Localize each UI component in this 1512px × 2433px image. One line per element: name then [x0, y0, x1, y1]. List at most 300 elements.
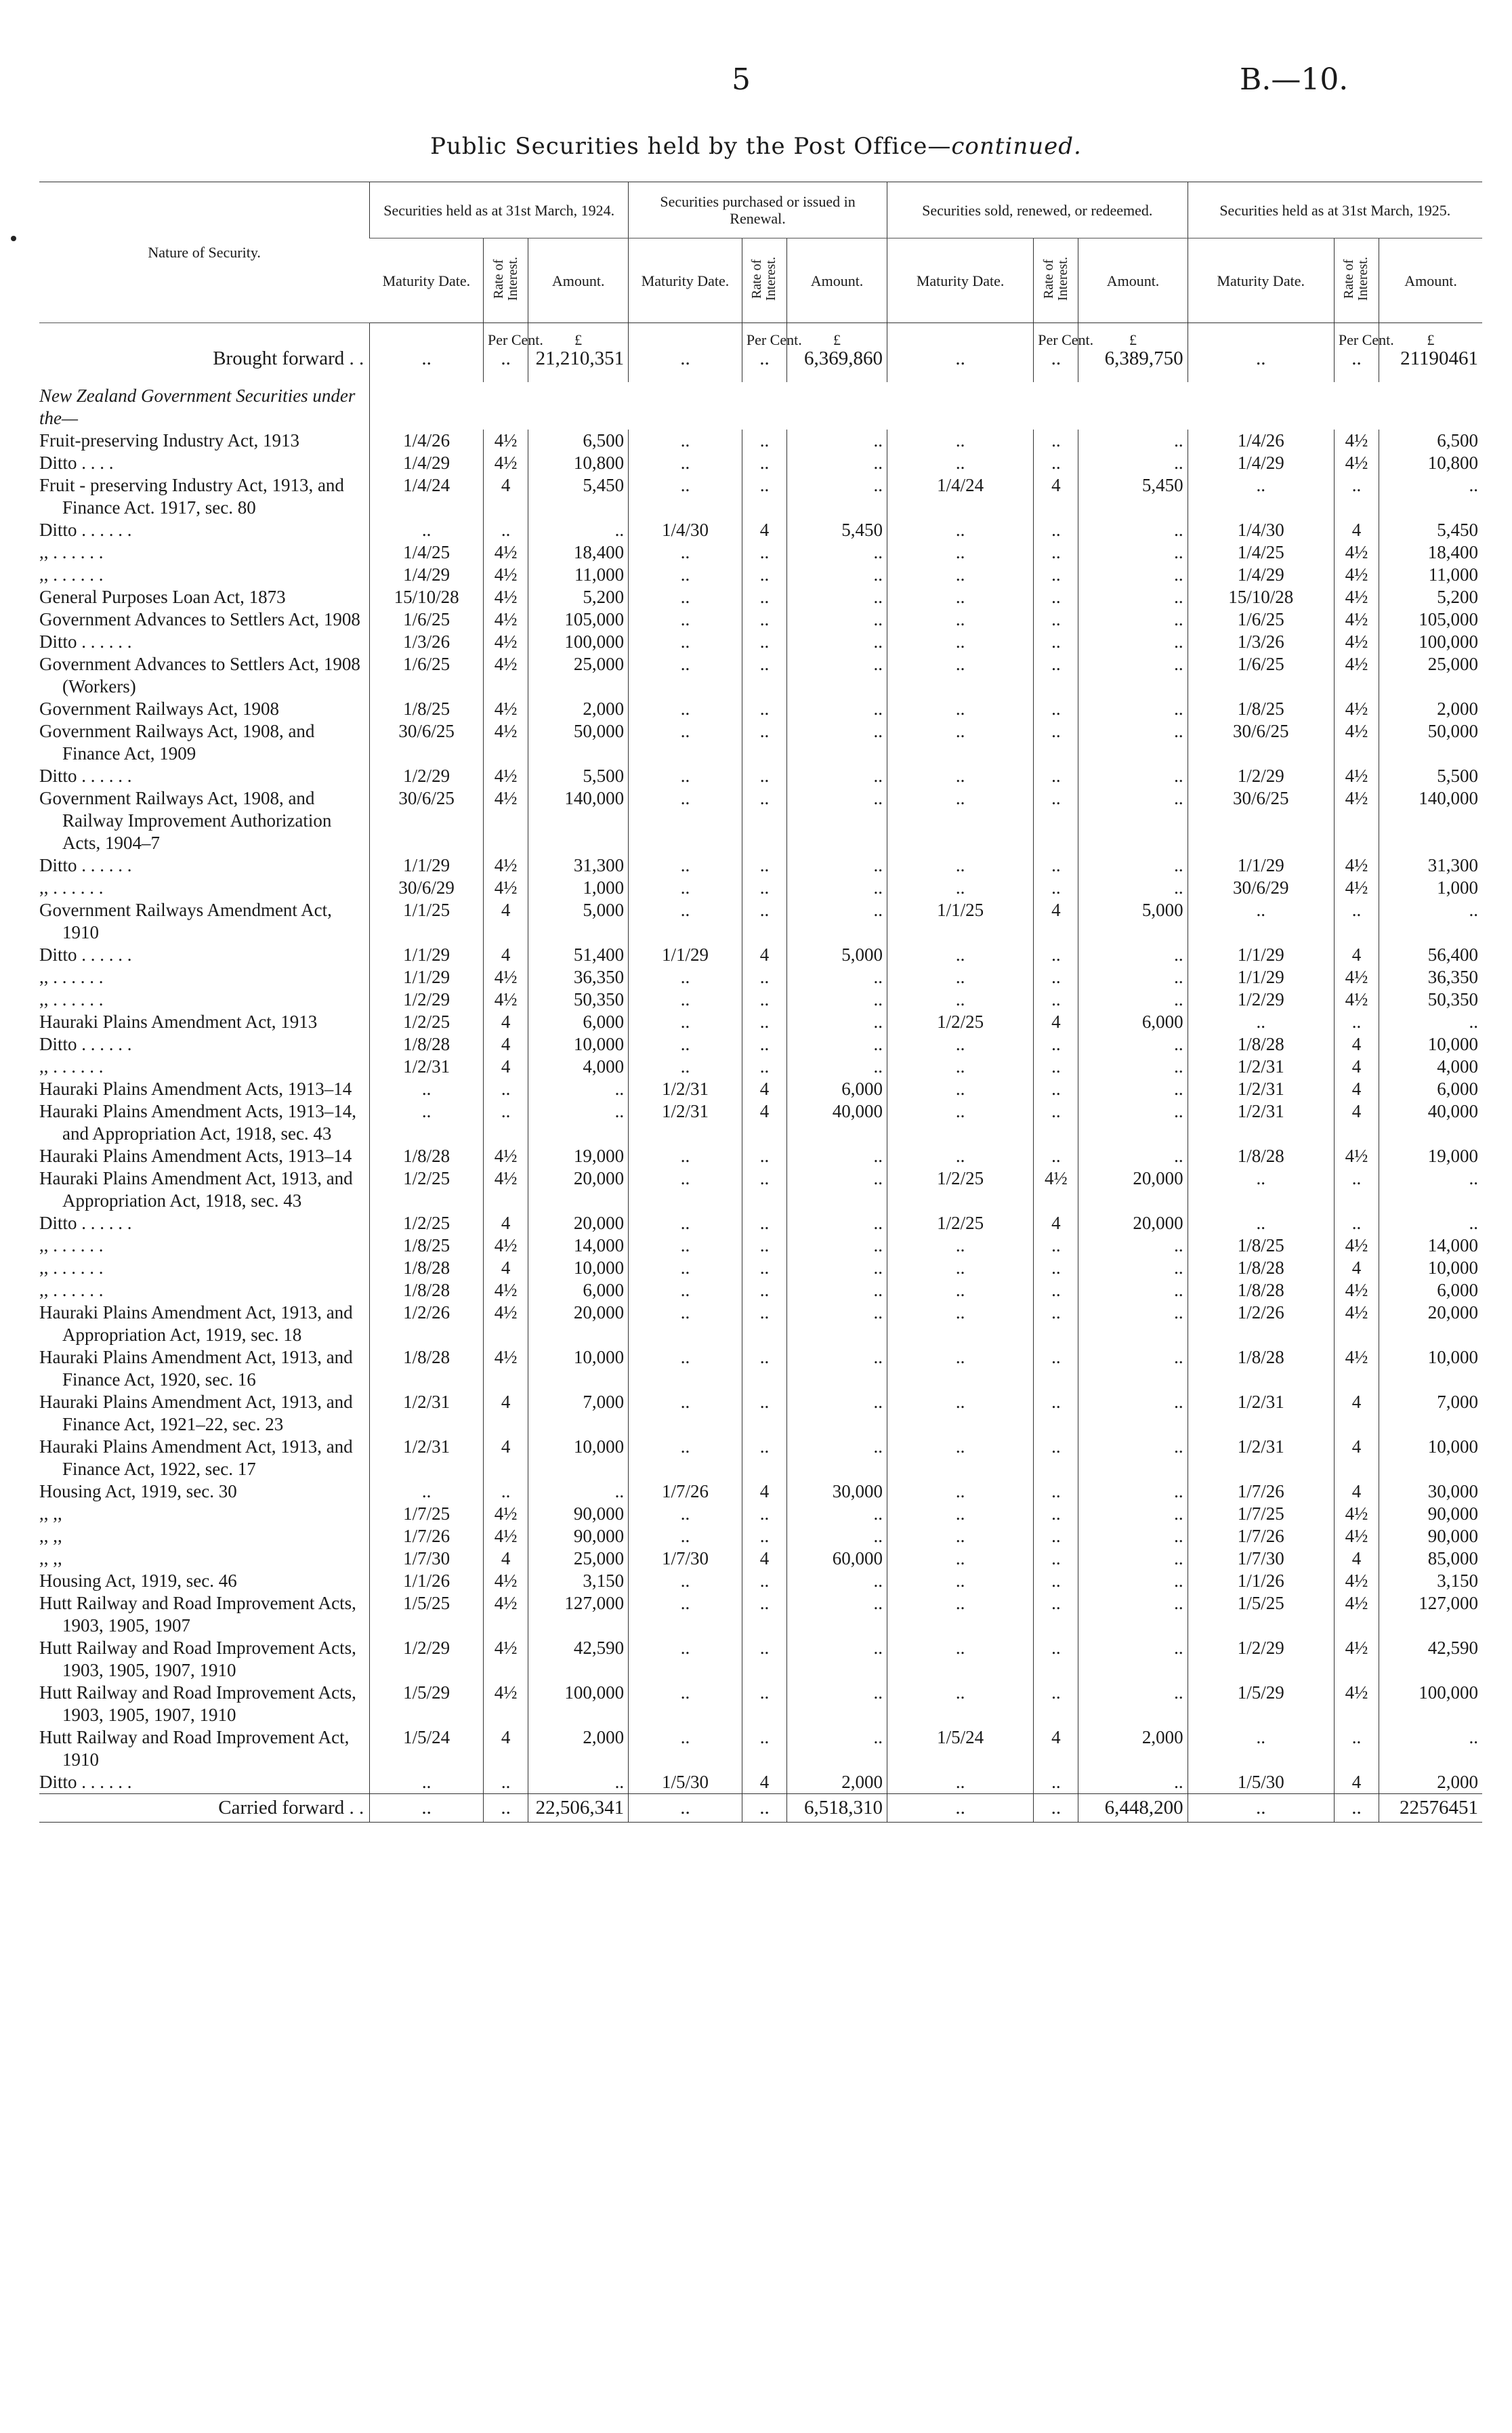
amount-cell: ..	[528, 1771, 629, 1794]
rate-cell: ..	[1334, 1212, 1379, 1234]
maturity-cell: 1/2/29	[370, 989, 484, 1011]
rate-cell: ..	[742, 1391, 786, 1436]
amount-cell: 50,350	[1379, 989, 1482, 1011]
security-name	[39, 1346, 370, 1391]
amount-cell: ..	[1078, 720, 1188, 765]
maturity-cell: 1/1/29	[370, 944, 484, 966]
maturity-cell: 1/2/29	[370, 1637, 484, 1682]
rate-cell: 4½	[484, 1592, 528, 1637]
maturity-cell: 1/2/25	[370, 1011, 484, 1033]
rate-cell: ..	[1034, 966, 1078, 989]
maturity-cell: ..	[629, 1167, 742, 1212]
maturity-cell: ..	[370, 348, 484, 382]
maturity-cell: 1/2/31	[370, 1056, 484, 1078]
amount-cell: ..	[1379, 474, 1482, 519]
amount-cell: 51,400	[528, 944, 629, 966]
rate-cell: ..	[1034, 430, 1078, 452]
amount-cell: 10,000	[528, 1257, 629, 1279]
unit-pound: £	[1078, 323, 1188, 348]
rate-cell: ..	[1034, 787, 1078, 854]
amount-cell: ..	[1078, 564, 1188, 586]
rate-cell: 4	[484, 1436, 528, 1480]
amount-cell: ..	[787, 877, 887, 899]
rate-cell: ..	[1034, 1525, 1078, 1547]
rate-cell: 4½	[484, 586, 528, 608]
rate-cell: ..	[742, 348, 786, 382]
rate-cell: 4½	[484, 541, 528, 564]
rate-cell: 4	[1334, 1480, 1379, 1503]
amount-cell: 36,350	[1379, 966, 1482, 989]
rate-cell: ..	[742, 1726, 786, 1771]
security-name-text: Government Advances to Settlers Act, 1908 (Workers)	[39, 654, 360, 696]
amount-cell: 127,000	[1379, 1592, 1482, 1637]
maturity-cell: 1/2/31	[1188, 1436, 1334, 1480]
maturity-cell: 1/7/30	[370, 1547, 484, 1570]
header-maturity: Maturity Date.	[887, 238, 1033, 323]
maturity-cell: 30/6/25	[370, 720, 484, 765]
security-name-text: Ditto . . . .	[39, 453, 114, 473]
maturity-cell: ..	[887, 348, 1033, 382]
rate-cell: 4½	[484, 765, 528, 787]
maturity-cell: ..	[887, 1391, 1033, 1436]
rate-cell: 4½	[1334, 653, 1379, 698]
security-name	[39, 1033, 370, 1056]
maturity-cell: ..	[887, 720, 1033, 765]
amount-cell: 60,000	[787, 1547, 887, 1570]
rate-cell: 4	[484, 1056, 528, 1078]
maturity-cell: 1/8/28	[370, 1145, 484, 1167]
rate-cell: ..	[742, 1592, 786, 1637]
rate-cell: 4	[1034, 899, 1078, 944]
rate-cell: 4	[1334, 1436, 1379, 1480]
amount-cell: 100,000	[1379, 1682, 1482, 1726]
rate-cell: ..	[1034, 698, 1078, 720]
amount-cell: ..	[1078, 1436, 1188, 1480]
maturity-cell: 1/5/30	[1188, 1771, 1334, 1794]
table-row	[39, 1726, 1482, 1771]
maturity-cell: 1/4/25	[370, 541, 484, 564]
table-row	[39, 1503, 1482, 1525]
amount-cell: ..	[787, 1279, 887, 1302]
amount-cell: ..	[1078, 1346, 1188, 1391]
rate-cell: 4½	[1334, 966, 1379, 989]
amount-cell: ..	[1078, 1570, 1188, 1592]
rate-cell: 4½	[1334, 452, 1379, 474]
security-name-text: Hauraki Plains Amendment Act, 1913, and Finance Act, 1922, sec. 17	[39, 1436, 353, 1479]
amount-cell: ..	[1078, 966, 1188, 989]
maturity-cell: ..	[629, 1212, 742, 1234]
maturity-cell: 1/7/26	[1188, 1525, 1334, 1547]
amount-cell: 5,000	[787, 944, 887, 966]
rate-cell: 4½	[1334, 1592, 1379, 1637]
maturity-cell: 1/2/26	[370, 1302, 484, 1346]
rate-cell: ..	[1334, 899, 1379, 944]
security-name	[39, 1525, 370, 1547]
maturity-cell: 1/8/28	[1188, 1279, 1334, 1302]
table-row	[39, 944, 1482, 966]
amount-cell: 1,000	[1379, 877, 1482, 899]
rate-cell: ..	[742, 787, 786, 854]
maturity-cell: 1/2/29	[1188, 765, 1334, 787]
amount-cell: 105,000	[1379, 608, 1482, 631]
table-row	[39, 1592, 1482, 1637]
amount-cell: 25,000	[528, 653, 629, 698]
amount-cell: ..	[1078, 1525, 1188, 1547]
table-row	[39, 1547, 1482, 1570]
amount-cell: ..	[787, 1167, 887, 1212]
security-name-text: Hutt Railway and Road Improvement Acts, 1903, 1905, 1907, 1910	[39, 1682, 356, 1725]
header-nature: Nature of Security.	[39, 182, 370, 323]
amount-cell: 6,518,310	[787, 1794, 887, 1823]
maturity-cell: ..	[629, 966, 742, 989]
amount-cell: 20,000	[528, 1212, 629, 1234]
rate-cell: ..	[742, 631, 786, 653]
security-name	[39, 519, 370, 541]
maturity-cell: ..	[629, 474, 742, 519]
maturity-cell: 1/1/25	[887, 899, 1033, 944]
maturity-cell: 1/2/29	[370, 765, 484, 787]
rate-cell: ..	[1034, 1637, 1078, 1682]
security-name	[39, 1100, 370, 1145]
page-title	[0, 133, 1512, 160]
security-name-text: ,, . . . . . .	[39, 1056, 104, 1077]
maturity-cell: ..	[887, 1145, 1033, 1167]
maturity-cell: 1/1/26	[370, 1570, 484, 1592]
amount-cell: ..	[787, 1145, 887, 1167]
table-row	[39, 1167, 1482, 1212]
amount-cell: 6,448,200	[1078, 1794, 1188, 1823]
table-row	[39, 1391, 1482, 1436]
maturity-cell: ..	[629, 1011, 742, 1033]
rate-cell: 4½	[484, 430, 528, 452]
rate-cell: ..	[1034, 1570, 1078, 1592]
section-heading-row	[39, 382, 1482, 430]
maturity-cell: ..	[887, 854, 1033, 877]
amount-cell: 40,000	[1379, 1100, 1482, 1145]
rate-cell: ..	[742, 1167, 786, 1212]
maturity-cell: ..	[629, 787, 742, 854]
maturity-cell: 1/8/25	[1188, 1234, 1334, 1257]
rate-cell: ..	[1034, 564, 1078, 586]
amount-cell: 25,000	[528, 1547, 629, 1570]
amount-cell: 14,000	[1379, 1234, 1482, 1257]
security-name-text: Ditto . . . . . .	[39, 1772, 132, 1792]
rate-cell: ..	[742, 1503, 786, 1525]
amount-cell: ..	[1078, 653, 1188, 698]
table-row	[39, 899, 1482, 944]
amount-cell: 5,500	[1379, 765, 1482, 787]
maturity-cell: 1/2/31	[629, 1100, 742, 1145]
header-group-purchased: Securities purchased or issued in Renewal.	[629, 182, 887, 238]
rate-cell: ..	[1034, 877, 1078, 899]
unit-pound: £	[528, 323, 629, 348]
rate-cell: 4½	[1334, 765, 1379, 787]
security-name	[39, 1547, 370, 1570]
rate-cell: 4½	[1334, 564, 1379, 586]
rate-cell: 4	[1334, 1056, 1379, 1078]
header-amount: Amount.	[1379, 238, 1482, 323]
maturity-cell: 1/8/28	[1188, 1033, 1334, 1056]
maturity-cell: 30/6/29	[1188, 877, 1334, 899]
rate-cell: 4½	[484, 564, 528, 586]
rate-cell: 4½	[1334, 430, 1379, 452]
rate-cell: ..	[742, 989, 786, 1011]
rate-cell: 4½	[484, 1682, 528, 1726]
rate-cell: 4½	[484, 1503, 528, 1525]
amount-cell: 2,000	[1379, 698, 1482, 720]
maturity-cell: 1/2/26	[1188, 1302, 1334, 1346]
security-name	[39, 1167, 370, 1212]
header-amount: Amount.	[1078, 238, 1188, 323]
maturity-cell: 1/5/25	[1188, 1592, 1334, 1637]
maturity-cell: ..	[887, 430, 1033, 452]
amount-cell: ..	[1078, 1279, 1188, 1302]
security-name-text: ,, . . . . . .	[39, 542, 104, 562]
maturity-cell: 1/4/30	[629, 519, 742, 541]
maturity-cell: 1/6/25	[1188, 653, 1334, 698]
security-name-text: Hauraki Plains Amendment Act, 1913, and Finance Act, 1920, sec. 16	[39, 1347, 353, 1390]
rate-cell: 4½	[1334, 631, 1379, 653]
security-name-text: ,, ,,	[39, 1526, 62, 1546]
security-name	[39, 787, 370, 854]
page-number: 5	[732, 62, 751, 97]
maturity-cell: 1/4/30	[1188, 519, 1334, 541]
maturity-cell: ..	[887, 1100, 1033, 1145]
amount-cell: ..	[787, 1033, 887, 1056]
maturity-cell: 1/7/26	[1188, 1480, 1334, 1503]
maturity-cell: 1/2/25	[370, 1167, 484, 1212]
amount-cell: 5,500	[528, 765, 629, 787]
table-row	[39, 1436, 1482, 1480]
amount-cell: 6,369,860	[787, 348, 887, 382]
amount-cell: 5,200	[1379, 586, 1482, 608]
amount-cell: 7,000	[1379, 1391, 1482, 1436]
table-row	[39, 1771, 1482, 1794]
amount-cell: 10,000	[528, 1346, 629, 1391]
maturity-cell: ..	[629, 1794, 742, 1823]
maturity-cell: 30/6/29	[370, 877, 484, 899]
maturity-cell: ..	[629, 854, 742, 877]
amount-cell: ..	[787, 1346, 887, 1391]
rate-cell: 4½	[484, 1570, 528, 1592]
security-name-text: Fruit-preserving Industry Act, 1913	[39, 430, 299, 451]
rate-cell: 4½	[484, 1234, 528, 1257]
rate-cell: ..	[484, 1480, 528, 1503]
rate-cell: ..	[1034, 1436, 1078, 1480]
amount-cell: ..	[1078, 1637, 1188, 1682]
rate-cell: ..	[484, 1794, 528, 1823]
security-name-text: ,, . . . . . .	[39, 989, 104, 1010]
rate-cell: 4½	[484, 1145, 528, 1167]
table-row	[39, 1682, 1482, 1726]
amount-cell: ..	[787, 1056, 887, 1078]
maturity-cell: ..	[887, 653, 1033, 698]
header-group-held-1924: Securities held as at 31st March, 1924.	[370, 182, 629, 238]
amount-cell: ..	[1078, 1771, 1188, 1794]
maturity-cell: ..	[887, 608, 1033, 631]
security-name-text: Ditto . . . . . .	[39, 944, 132, 965]
maturity-cell: ..	[629, 1033, 742, 1056]
maturity-cell: ..	[887, 631, 1033, 653]
amount-cell: ..	[1078, 1033, 1188, 1056]
amount-cell: 10,800	[528, 452, 629, 474]
header-rate-label: Rate of Interest.	[490, 257, 520, 301]
security-name	[39, 564, 370, 586]
securities-table	[39, 182, 1482, 1823]
rate-cell: 4	[1334, 1257, 1379, 1279]
rate-cell: ..	[742, 1056, 786, 1078]
maturity-cell: ..	[887, 944, 1033, 966]
amount-cell: ..	[1078, 1503, 1188, 1525]
amount-cell: 100,000	[528, 1682, 629, 1726]
maturity-cell: 1/6/25	[1188, 608, 1334, 631]
security-name	[39, 1771, 370, 1794]
security-name	[39, 989, 370, 1011]
maturity-cell: ..	[887, 698, 1033, 720]
maturity-cell: ..	[887, 877, 1033, 899]
amount-cell: ..	[787, 720, 887, 765]
maturity-cell: 1/7/30	[1188, 1547, 1334, 1570]
table-row	[39, 1570, 1482, 1592]
rate-cell: 4½	[1334, 1346, 1379, 1391]
maturity-cell: ..	[887, 586, 1033, 608]
maturity-cell: ..	[887, 1056, 1033, 1078]
rate-cell: ..	[1034, 1547, 1078, 1570]
maturity-cell: 1/8/28	[1188, 1346, 1334, 1391]
rate-cell: 4½	[484, 1525, 528, 1547]
security-name-text: Housing Act, 1919, sec. 46	[39, 1571, 237, 1591]
rate-cell: ..	[742, 1234, 786, 1257]
maturity-cell: ..	[629, 1525, 742, 1547]
header-amount: Amount.	[787, 238, 887, 323]
maturity-cell: 1/2/31	[370, 1391, 484, 1436]
maturity-cell: ..	[887, 1279, 1033, 1302]
maturity-cell: ..	[1188, 1212, 1334, 1234]
amount-cell: ..	[787, 1011, 887, 1033]
maturity-cell: ..	[629, 1682, 742, 1726]
maturity-cell: 1/5/29	[1188, 1682, 1334, 1726]
security-name	[39, 966, 370, 989]
amount-cell: 6,000	[528, 1011, 629, 1033]
rate-cell: 4	[1034, 1011, 1078, 1033]
maturity-cell: 1/2/29	[1188, 1637, 1334, 1682]
rate-cell: ..	[1034, 653, 1078, 698]
security-name	[39, 1682, 370, 1726]
rate-cell: 4½	[484, 631, 528, 653]
security-name-text: Ditto . . . . . .	[39, 766, 132, 786]
maturity-cell: ..	[887, 1592, 1033, 1637]
table-row	[39, 608, 1482, 631]
rate-cell: 4½	[1334, 586, 1379, 608]
unit-pound: £	[1379, 323, 1482, 348]
amount-cell: ..	[1078, 1682, 1188, 1726]
maturity-cell: ..	[629, 765, 742, 787]
table-row	[39, 877, 1482, 899]
maturity-cell: ..	[887, 787, 1033, 854]
rate-cell: 4	[484, 474, 528, 519]
table-row	[39, 1525, 1482, 1547]
rate-cell: 4	[1334, 519, 1379, 541]
rate-cell: 4	[1334, 1771, 1379, 1794]
rate-cell: 4½	[484, 1167, 528, 1212]
amount-cell: ..	[1078, 1056, 1188, 1078]
maturity-cell: 1/4/24	[370, 474, 484, 519]
maturity-cell: 1/7/26	[629, 1480, 742, 1503]
amount-cell: ..	[787, 899, 887, 944]
maturity-cell: ..	[370, 1078, 484, 1100]
maturity-cell: 1/8/28	[370, 1257, 484, 1279]
maturity-cell: ..	[370, 1771, 484, 1794]
rate-cell: ..	[1034, 348, 1078, 382]
rate-cell: 4½	[1334, 698, 1379, 720]
maturity-cell: ..	[1188, 348, 1334, 382]
rate-cell: ..	[1034, 1794, 1078, 1823]
maturity-cell: ..	[887, 452, 1033, 474]
amount-cell: ..	[787, 1637, 887, 1682]
maturity-cell: 1/2/31	[1188, 1100, 1334, 1145]
rate-cell: ..	[1034, 1257, 1078, 1279]
amount-cell: ..	[787, 430, 887, 452]
amount-cell: 7,000	[528, 1391, 629, 1436]
maturity-cell: ..	[629, 899, 742, 944]
rate-cell: ..	[742, 1033, 786, 1056]
security-name	[39, 1257, 370, 1279]
rate-cell: 4½	[1334, 989, 1379, 1011]
table-row	[39, 787, 1482, 854]
rate-cell: ..	[742, 1011, 786, 1033]
section-heading: New Zealand Government Securities under the—	[39, 386, 356, 428]
unit-per-cent: Per Cent.	[484, 323, 528, 348]
header-group-sold: Securities sold, renewed, or redeemed.	[887, 182, 1188, 238]
amount-cell: 19,000	[1379, 1145, 1482, 1167]
amount-cell: ..	[1078, 944, 1188, 966]
rate-cell: 4	[742, 1480, 786, 1503]
security-name-text: Hutt Railway and Road Improvement Acts, 1903, 1905, 1907, 1910	[39, 1638, 356, 1680]
amount-cell: 31,300	[528, 854, 629, 877]
amount-cell: 20,000	[528, 1302, 629, 1346]
amount-cell: ..	[528, 1480, 629, 1503]
rate-cell: 4	[484, 1257, 528, 1279]
rate-cell: ..	[742, 1145, 786, 1167]
amount-cell: 50,000	[1379, 720, 1482, 765]
security-name	[39, 541, 370, 564]
security-name-text: ,, . . . . . .	[39, 1280, 104, 1300]
table-row	[39, 1033, 1482, 1056]
rate-cell: 4½	[1334, 720, 1379, 765]
amount-cell: 10,000	[1379, 1033, 1482, 1056]
maturity-cell: ..	[887, 1480, 1033, 1503]
rate-cell: ..	[1034, 452, 1078, 474]
amount-cell: 10,000	[528, 1436, 629, 1480]
rate-cell: 4	[1334, 1100, 1379, 1145]
carried-forward-row	[39, 1794, 1482, 1823]
rate-cell: ..	[742, 430, 786, 452]
maturity-cell: 1/2/31	[370, 1436, 484, 1480]
header-maturity: Maturity Date.	[1188, 238, 1334, 323]
maturity-cell: ..	[629, 653, 742, 698]
amount-cell: 10,800	[1379, 452, 1482, 474]
amount-cell: ..	[1078, 1391, 1188, 1436]
maturity-cell: 1/1/29	[629, 944, 742, 966]
maturity-cell: 1/8/28	[370, 1279, 484, 1302]
maturity-cell: 1/5/24	[887, 1726, 1033, 1771]
amount-cell: ..	[787, 1726, 887, 1771]
amount-cell: ..	[1078, 1078, 1188, 1100]
maturity-cell: ..	[887, 1436, 1033, 1480]
security-name-text: ,, . . . . . .	[39, 1235, 104, 1255]
rate-cell: ..	[1034, 765, 1078, 787]
security-name-text: Hauraki Plains Amendment Act, 1913	[39, 1012, 318, 1032]
